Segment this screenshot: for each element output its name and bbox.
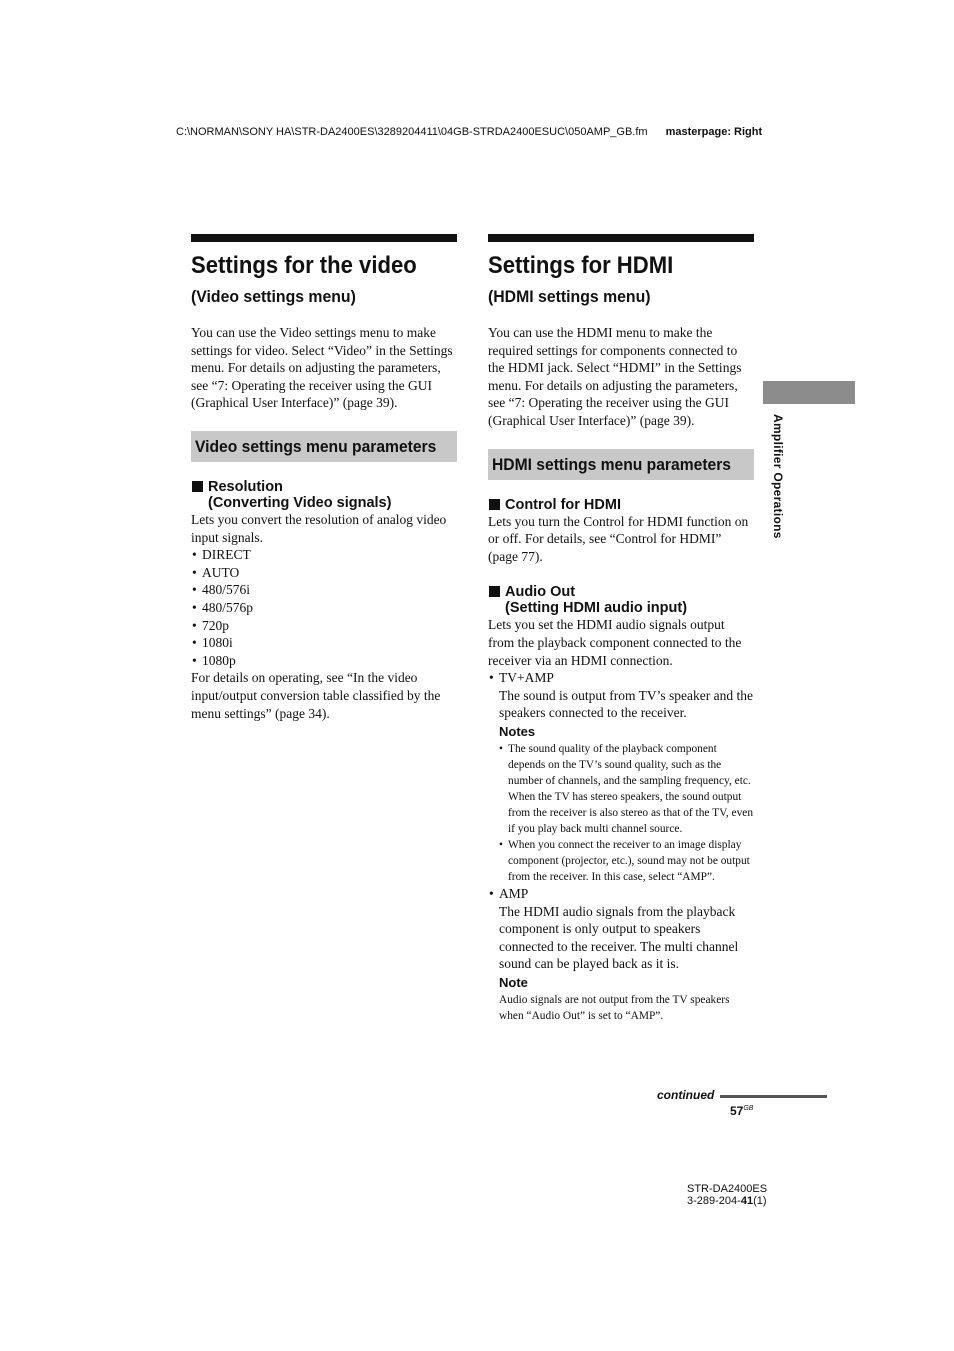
audio-out-heading-line1: Audio Out	[505, 584, 576, 601]
side-tab-label: Amplifier Operations	[771, 414, 785, 539]
resolution-heading	[191, 479, 457, 511]
file-path: C:\NORMAN\SONY HA\STR-DA2400ES\3289204411\04GB-STRDA2400ESUC\050AMP_GB.fm	[176, 126, 648, 138]
control-for-hdmi-description: Lets you turn the Control for HDMI function on or off. For details, see “Control for HDMI” (page 77).	[488, 513, 749, 564]
list-item: • 1080p	[191, 652, 457, 670]
list-item: • AMP	[488, 885, 754, 903]
resolution-heading-line1: Resolution	[208, 478, 283, 495]
resolution-description: Lets you convert the resolution of analog video input signals.	[191, 511, 447, 545]
list-item: • The sound quality of the playback component depends on the TV’s sound quality, such as the number of channels, and the sampling frequency, etc. When the TV has stereo speakers, the sound output from the receiver is also stereo as that of the TV, even if you play back multi channel source.	[499, 741, 754, 837]
amp-note-text: Audio signals are not output from the TV speakers when “Audio Out” is set to “AMP”.	[499, 993, 730, 1022]
audio-out-heading-line2: (Setting HDMI audio input)	[505, 600, 688, 617]
tv-amp-notes	[488, 741, 754, 885]
page-number	[730, 1104, 753, 1118]
video-page-title: Settings for the video	[191, 252, 417, 279]
page-number-value: 57	[730, 1104, 744, 1118]
control-for-hdmi-heading	[488, 497, 754, 513]
audio-out-description: Lets you set the HDMI audio signals output from the playback component connected to the receiver via an HDMI connection.	[488, 617, 742, 668]
square-bullet-icon	[489, 586, 500, 597]
continued-rule	[720, 1095, 827, 1098]
list-item: • DIRECT	[191, 546, 457, 564]
audio-out-option-amp	[488, 885, 754, 903]
page-number-suffix: GB	[743, 1105, 754, 1112]
hdmi-page-title: Settings for HDMI	[488, 252, 674, 279]
list-item: • 480/576p	[191, 599, 457, 617]
model-code-suffix: (1)	[753, 1195, 767, 1207]
amp-description: The HDMI audio signals from the playback component is only output to speakers connected to the receiver. The multi channel sound can be played back as it is.	[499, 903, 739, 972]
model-footer	[687, 1183, 767, 1207]
list-item: • AUTO	[191, 564, 457, 582]
hdmi-parameters-section-header	[488, 449, 754, 480]
hdmi-intro-text: You can use the HDMI menu to make the required settings for components connected to the HDMI jack. Select “HDMI” in the Settings menu. For details on adjusting the parameters, see “7: Operating the receiver using the GUI (Graphical User Interface)” (page 39).	[488, 325, 742, 428]
audio-out-option-tv-amp	[488, 669, 754, 687]
model-code-prefix: 3-289-204-	[687, 1195, 741, 1207]
resolution-footer-text: For details on operating, see “In the video input/output conversion table classified by the menu settings” (page 34).	[191, 670, 441, 721]
tv-amp-description: The sound is output from TV’s speaker and the speakers connected to the receiver.	[499, 687, 753, 721]
title-rule	[488, 234, 754, 242]
model-code-bold: 41	[740, 1195, 754, 1207]
list-item: • TV+AMP	[488, 669, 754, 687]
list-item: • 1080i	[191, 634, 457, 652]
resolution-options	[191, 546, 457, 669]
masterpage-label: masterpage: Right	[665, 126, 763, 138]
note-title: Note	[499, 974, 528, 990]
square-bullet-icon	[489, 499, 500, 510]
resolution-heading-line2: (Converting Video signals)	[208, 494, 392, 511]
audio-out-heading	[488, 584, 754, 616]
list-item: • 480/576i	[191, 581, 457, 599]
model-number: STR-DA2400ES	[687, 1183, 768, 1195]
file-path-header	[176, 126, 762, 138]
video-intro-text: You can use the Video settings menu to make settings for video. Select “Video” in the Settings menu. For details on adjusting the parameters, see “7: Operating the receiver using the GUI (Graphical User Interface)” (page 39).	[191, 325, 453, 411]
notes-title: Notes	[499, 723, 536, 739]
square-bullet-icon	[192, 481, 203, 492]
section-tab-marker	[763, 381, 855, 404]
video-page-subtitle: (Video settings menu)	[191, 287, 356, 306]
video-parameters-section-title: Video settings menu parameters	[195, 436, 437, 456]
model-code	[687, 1195, 767, 1207]
hdmi-settings-column	[488, 234, 754, 1024]
video-settings-column	[191, 234, 457, 722]
list-item: • When you connect the receiver to an image display component (projector, etc.), sound may not be output from the receiver. In this case, select “AMP”.	[499, 837, 754, 885]
list-item: • 720p	[191, 617, 457, 635]
control-for-hdmi-heading-text: Control for HDMI	[505, 496, 621, 513]
hdmi-parameters-section-title: HDMI settings menu parameters	[492, 454, 732, 474]
hdmi-page-subtitle: (HDMI settings menu)	[488, 287, 651, 306]
title-rule	[191, 234, 457, 242]
video-parameters-section-header	[191, 431, 457, 462]
continued-label: continued	[657, 1088, 715, 1102]
